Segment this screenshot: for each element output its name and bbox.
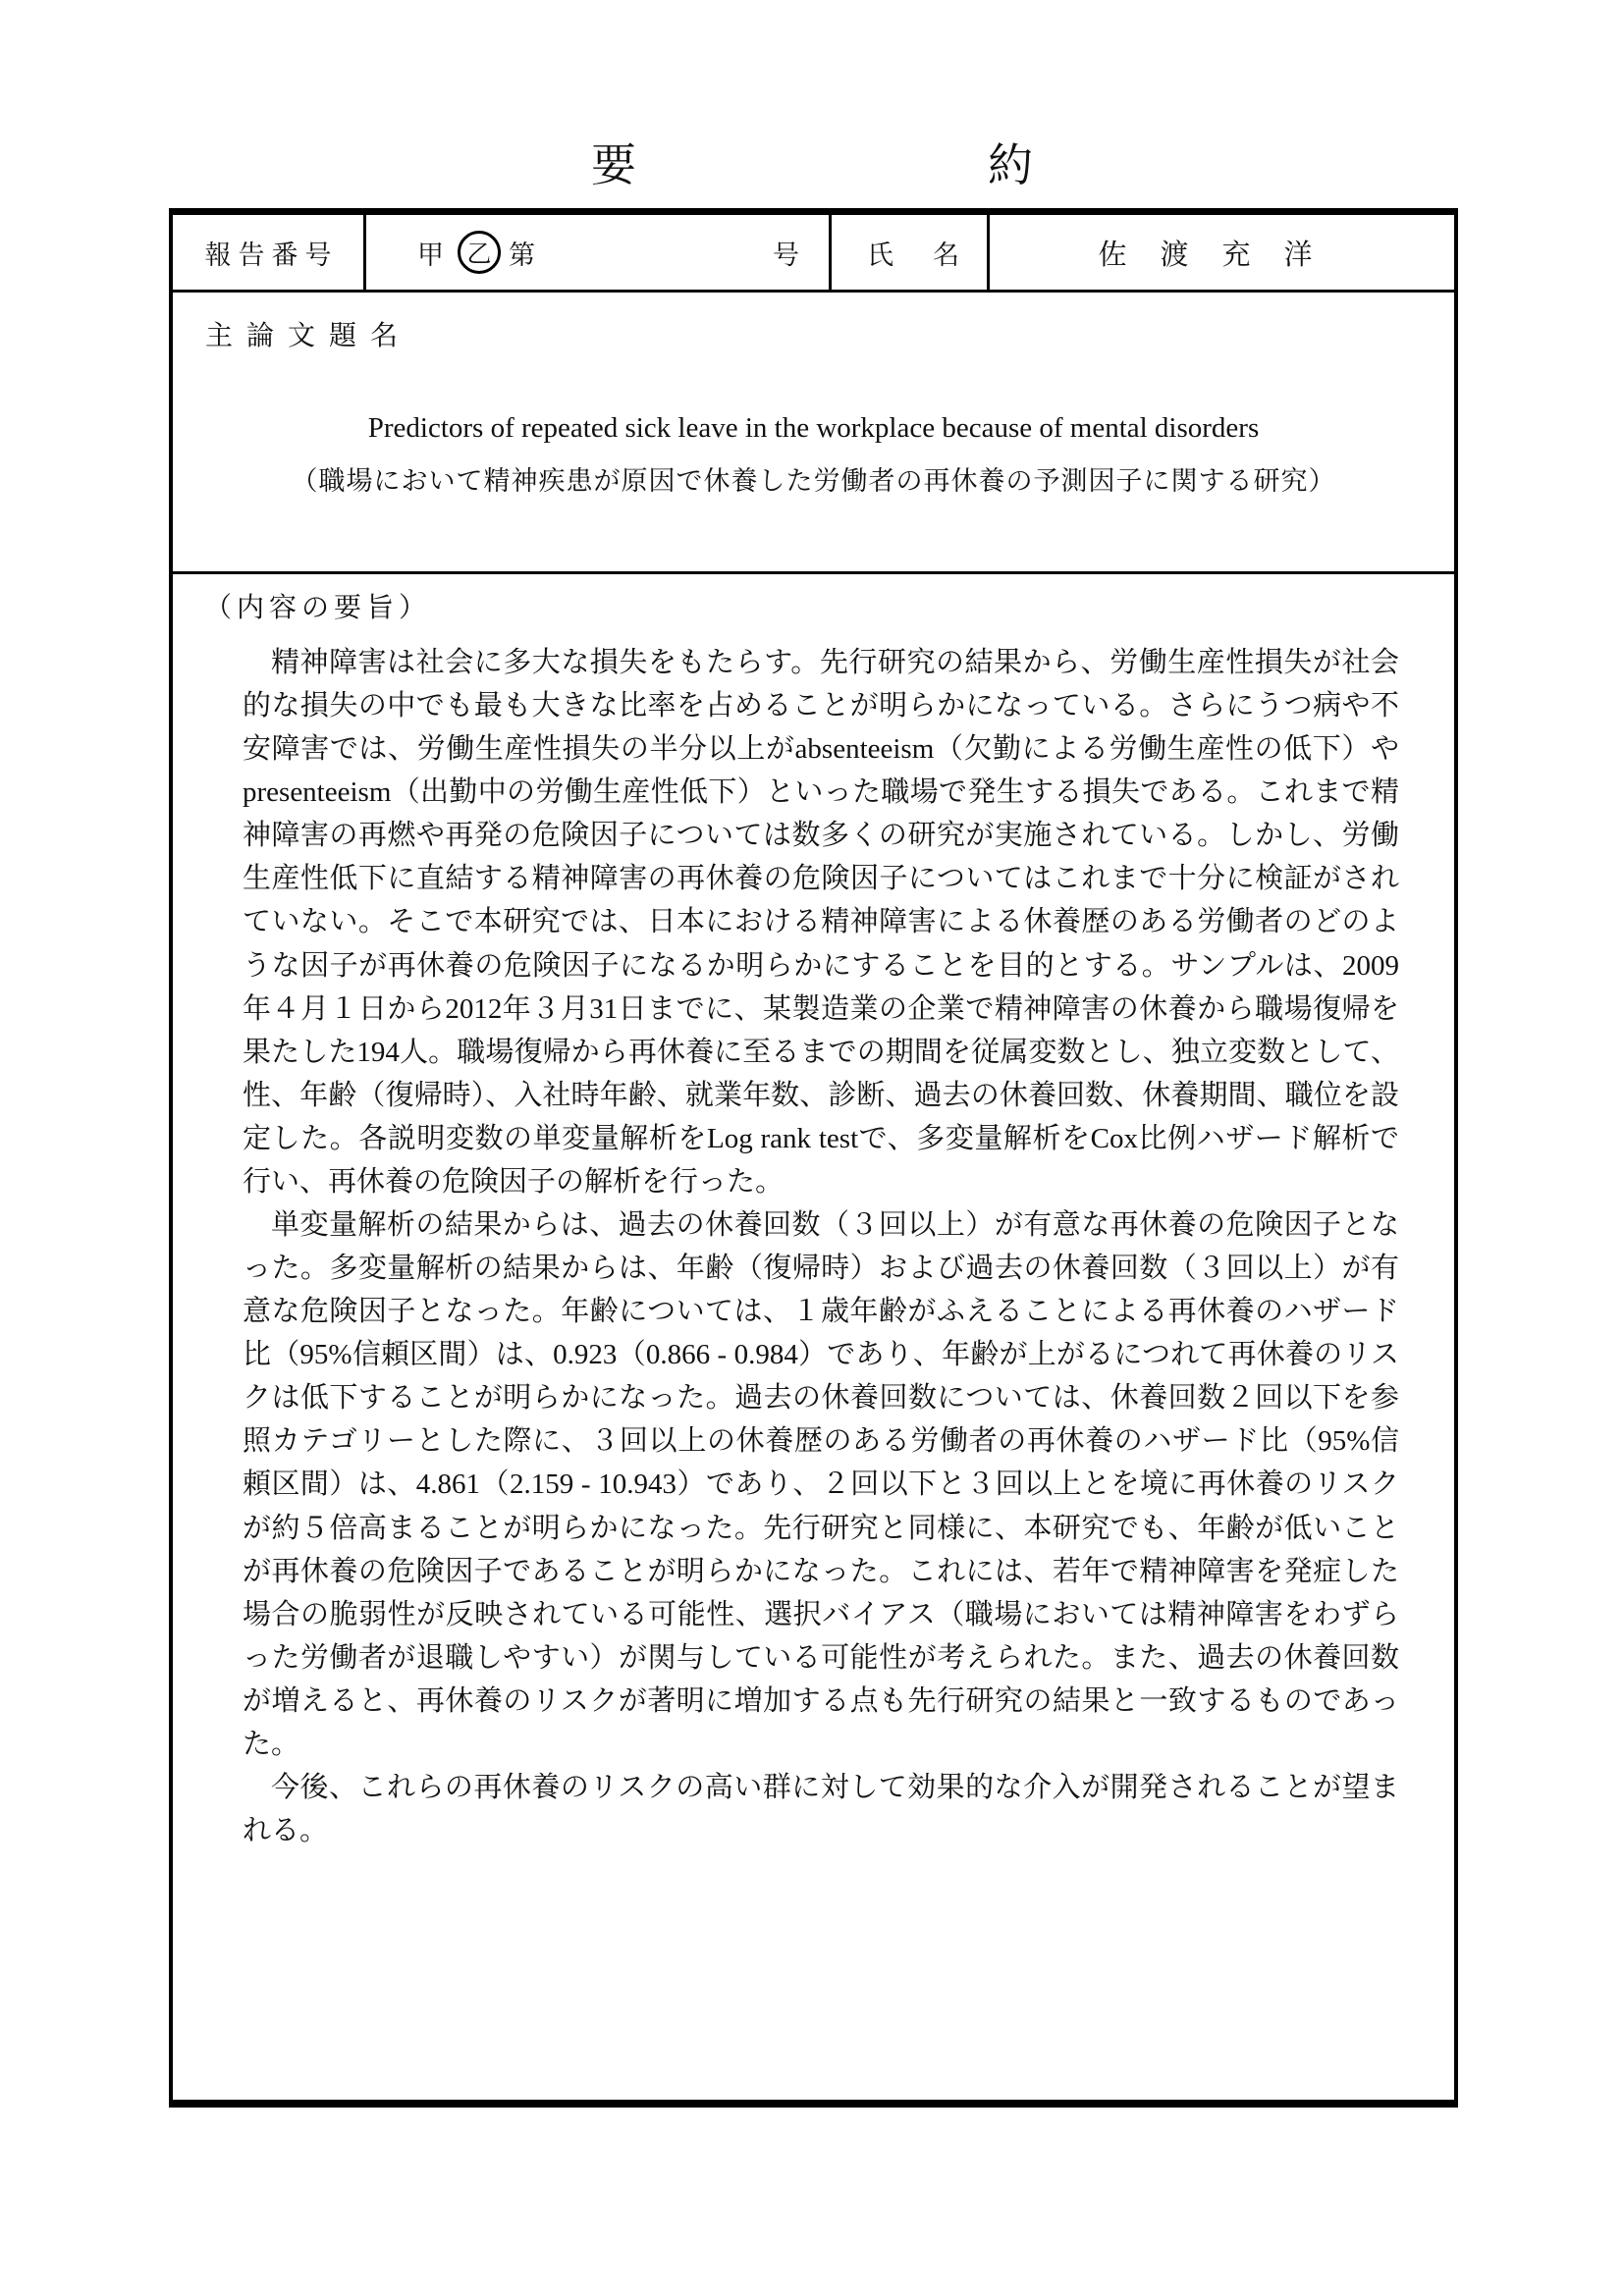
report-type-otsu-circled: 乙 [458, 231, 501, 274]
name-label-cell [832, 215, 990, 290]
abstract-paragraph-2: 単変量解析の結果からは、過去の休養回数（３回以上）が有意な再休養の危険因子となった。多変量解析の結果からは、年齢（復帰時）および過去の休養回数（３回以上）が有意な危険因子となった。年齢については、１歳年齢がふえることによる再休養のハザード比（95%信頼区間）は、0.923（0.866 - 0.984）であり、年齢が上がるにつれて再休養のリスクは低下することが明らかになった。過去の休養回数については、休養回数２回以下を参照カテゴリーとした際に、３回以上の休養歴のある労働者の再休養のハザード比（95%信頼区間）は、4.861（2.159 - 10.943）であり、２回以下と３回以上とを境に再休養のリスクが約５倍高まることが明らかになった。先行研究と同様に、本研究でも、年齢が低いことが再休養の危険因子であることが明らかになった。これには、若年で精神障害を発症した場合の脆弱性が反映されている可能性、選択バイアス（職場においては精神障害をわずらった労働者が退職しやすい）が関与している可能性が考えられた。また、過去の休養回数が増えると、再休養のリスクが著明に増加する点も先行研究の結果と一致するものであった。 [243, 1209, 1399, 1760]
name-value-cell [990, 215, 1454, 290]
thesis-title-english: Predictors of repeated sick leave in the workplace because of mental disorders [367, 412, 1260, 444]
author-name: 佐渡充洋 [1098, 239, 1346, 271]
report-type-kou: 甲 [417, 240, 444, 270]
report-number-label: 報告番号 [204, 240, 339, 270]
document-title-char-right: 約 [988, 140, 1033, 190]
abstract-content-row [173, 574, 1454, 2100]
name-label-char-2: 名 [933, 240, 959, 270]
document-title [0, 130, 1624, 194]
thesis-title-section-label: 主論文題名 [205, 321, 412, 351]
report-number-suffix: 号 [773, 240, 799, 270]
abstract-paragraph-3: 今後、これらの再休養のリスクの高い群に対して効果的な介入が開発されることが望まれる。 [243, 1772, 1399, 1847]
abstract-body [243, 641, 1399, 1852]
report-number-prefix: 第 [509, 240, 535, 270]
thesis-title-japanese: （職場において精神疾患が原因で休養した労働者の再休養の予測因子に関する研究） [291, 465, 1336, 496]
abstract-heading: （内容の要旨） [204, 593, 432, 623]
report-number-label-cell [173, 215, 366, 290]
report-number-value-cell [366, 215, 832, 290]
abstract-paragraph-1: 精神障害は社会に多大な損失をもたらす。先行研究の結果から、労働生産性損失が社会的な損失の中でも最も大きな比率を占めることが明らかになっている。さらにうつ病や不安障害では、労働生産性損失の半分以上がabsenteeism（欠勤による労働生産性の低下）やpresenteeism（出勤中の労働生産性低下）といった職場で発生する損失である。これまで精神障害の再燃や再発の危険因子については数多くの研究が実施されている。しかし、労働生産性低下に直結する精神障害の再休養の危険因子についてはこれまで十分に検証がされていない。そこで本研究では、日本における精神障害による休養歴のある労働者のどのような因子が再休養の危険因子になるか明らかにすることを目的とする。サンプルは、2009年４月１日から2012年３月31日までに、某製造業の企業で精神障害の休養から職場復帰を果たした194人。職場復帰から再休養に至るまでの期間を従属変数とし、独立変数として、性、年齢（復帰時）、入社時年齢、就業年数、診断、過去の休養回数、休養期間、職位を設定した。各説明変数の単変量解析をLog rank testで、多変量解析をCox比例ハザード解析で行い、再休養の危険因子の解析を行った。 [243, 647, 1399, 1198]
document-title-char-left: 要 [591, 140, 636, 190]
thesis-title-row [173, 293, 1454, 574]
header-row [173, 215, 1454, 293]
abstract-form-table [169, 208, 1458, 2108]
name-label-char-1: 氏 [867, 240, 893, 270]
thesis-title-block [173, 410, 1454, 498]
